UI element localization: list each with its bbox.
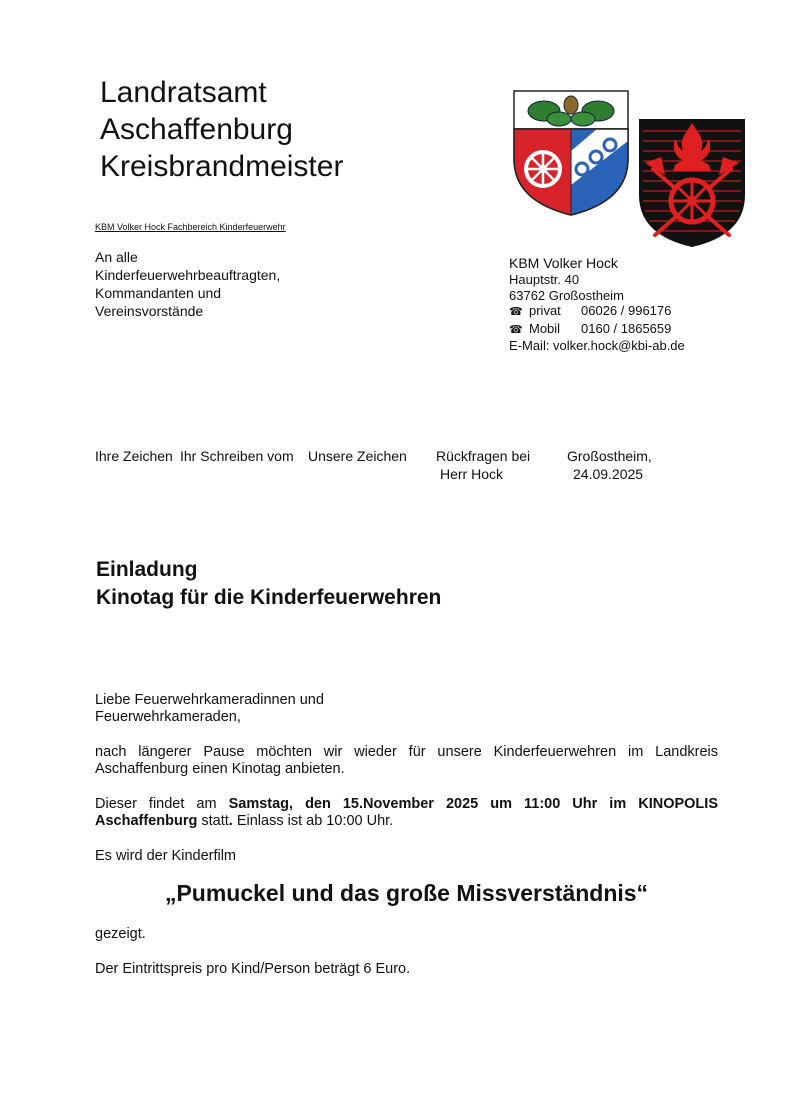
subject-line-2: Kinotag für die Kinderfeuerwehren	[96, 586, 442, 609]
phone-private-number: 06026 / 996176	[581, 303, 672, 319]
film-title: „Pumuckel und das große Missverständnis“	[164, 880, 649, 906]
para2-pre: Dieser findet am	[95, 796, 229, 812]
recipient-line-4: Vereinsvorstände	[95, 303, 204, 319]
phone-mobile-label: Mobil	[529, 320, 561, 336]
phone-private-label: privat	[529, 303, 561, 319]
contact-street: Hauptstr. 40	[509, 272, 580, 287]
contact-phone-mobile	[509, 321, 685, 339]
contact-phone-private	[509, 303, 685, 321]
salutation-line-1: Liebe Feuerwehrkameradinnen und	[95, 692, 324, 708]
salutation	[95, 692, 718, 726]
recipient-line-3: Kommandanten und	[95, 285, 222, 301]
telephone-icon: ☎	[509, 323, 523, 336]
org-line-3: Kreisbrandmeister	[100, 150, 344, 183]
paragraph-price: Der Eintrittspreis pro Kind/Person beträgt 6 Euro.	[95, 961, 411, 977]
contact-city: 63762 Großostheim	[509, 287, 624, 303]
letter-body	[95, 692, 718, 996]
contact-email[interactable]: E-Mail: volker.hock@kbi-ab.de	[509, 338, 685, 354]
telephone-icon: ☎	[509, 306, 523, 319]
district-coat-of-arms-icon	[512, 89, 630, 217]
salutation-line-2: Feuerwehrkameraden,	[95, 709, 241, 725]
para2-mid: statt	[197, 813, 229, 829]
recipient-line-1: An alle	[95, 249, 138, 265]
recipient-address	[95, 248, 280, 320]
letter-subject	[96, 556, 441, 612]
paragraph-shown: gezeigt.	[95, 926, 146, 942]
phone-mobile-number: 0160 / 1865659	[581, 320, 672, 336]
ref-date: 24.09.2025	[573, 466, 644, 482]
entry-time: Einlass ist ab 10:00 Uhr.	[232, 813, 394, 829]
ref-ihr-schreiben: Ihr Schreiben vom	[180, 448, 294, 464]
ref-unsere-zeichen: Unsere Zeichen	[308, 448, 407, 464]
recipient-line-2: Kinderfeuerwehrbeauftragten,	[95, 267, 281, 283]
para2-dot: .	[228, 813, 233, 829]
ref-rueckfragen-label: Rückfragen bei	[436, 448, 531, 464]
organization-name	[100, 74, 343, 185]
org-line-2: Aschaffenburg	[100, 113, 293, 146]
paragraph-date	[95, 796, 718, 830]
paragraph-film-intro: Es wird der Kinderfilm	[95, 848, 237, 864]
fire-brigade-coat-of-arms-icon	[637, 117, 747, 249]
ref-rueckfragen-value: Herr Hock	[440, 466, 504, 482]
subject-line-1: Einladung	[96, 558, 198, 581]
org-line-1: Landratsamt	[100, 76, 267, 109]
contact-block	[509, 255, 685, 354]
ref-place: Großostheim,	[567, 448, 652, 464]
sender-line: KBM Volker Hock Fachbereich Kinderfeuerwehr	[95, 222, 286, 232]
contact-name: KBM Volker Hock	[509, 255, 618, 271]
event-datetime-venue: Samstag, den 15.November 2025 um 11:00 Uhr im KINOPOLIS Aschaffenburg	[95, 796, 718, 829]
paragraph-intro: nach längerer Pause möchten wir wieder für unsere Kinderfeuerwehren im Landkreis Aschaffenburg einen Kinotag anbieten.	[95, 744, 718, 777]
ref-ihre-zeichen: Ihre Zeichen	[95, 448, 173, 464]
